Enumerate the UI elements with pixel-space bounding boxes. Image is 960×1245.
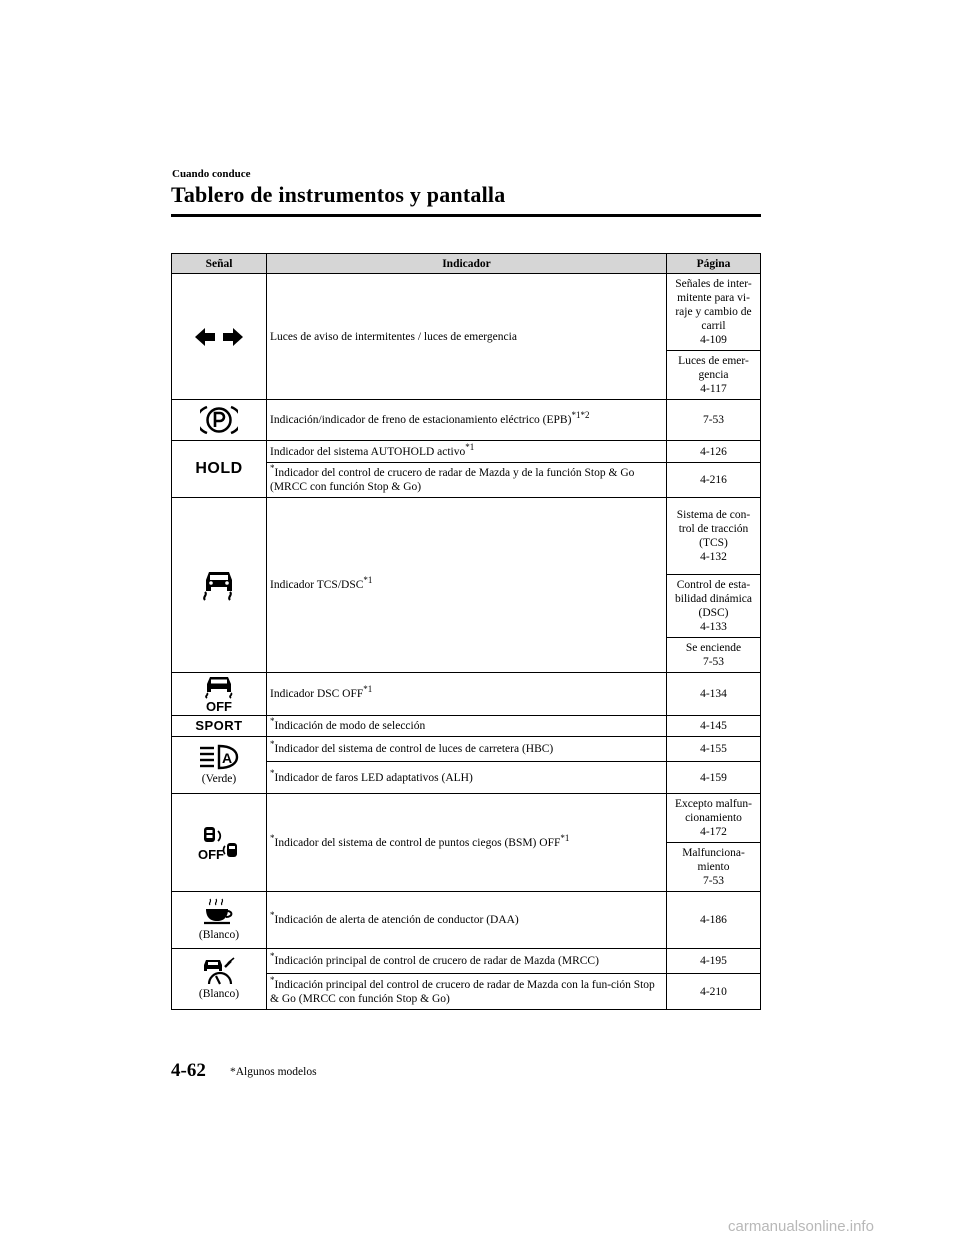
- indicator-cell: [267, 673, 667, 716]
- page-cell: 4-126: [667, 441, 761, 463]
- icon-color-caption: (Blanco): [198, 929, 240, 941]
- table-row: [172, 737, 761, 762]
- table-row: [172, 716, 761, 737]
- footnote-mark: *1: [560, 832, 570, 843]
- page-cell: [667, 351, 761, 400]
- optional-mark: *: [270, 974, 275, 985]
- table-row: [172, 274, 761, 351]
- page-cell: 4-210: [667, 974, 761, 1010]
- indicator-cell: [267, 716, 667, 737]
- hold-icon: HOLD: [195, 459, 243, 477]
- radar-cruise-icon: [200, 957, 238, 985]
- page-ref: 7-53: [702, 656, 725, 668]
- page-cell: [667, 575, 761, 638]
- table-row: [172, 498, 761, 575]
- high-beam-control-icon: [197, 744, 241, 770]
- signal-cell: [172, 716, 267, 737]
- indicator-cell: [267, 974, 667, 1010]
- tcs-dsc-car-icon: [201, 568, 237, 602]
- section-label: Cuando conduce: [172, 168, 251, 180]
- signal-cell: [172, 892, 267, 949]
- dsc-off-icon-text: OFF: [206, 699, 232, 712]
- signal-cell: [172, 441, 267, 498]
- indicator-text: Indicación de alerta de atención de conductor (DAA): [274, 914, 519, 926]
- sport-icon: SPORT: [195, 717, 243, 733]
- page-cell: [667, 498, 761, 575]
- table-row: [172, 949, 761, 974]
- indicator-text: Indicador del sistema de control de luces de carretera (HBC): [274, 743, 554, 755]
- footnote-mark: *1: [363, 575, 373, 586]
- header-signal: Señal: [172, 254, 267, 274]
- footnote-legend: *Algunos modelos: [230, 1066, 317, 1078]
- indicator-text: Indicación de modo de selección: [274, 720, 426, 732]
- indicator-text: Indicador del sistema AUTOHOLD activo: [270, 445, 466, 458]
- turn-signal-arrows-icon: [194, 326, 244, 348]
- table-row: [172, 794, 761, 843]
- page-ref: 4-132: [700, 551, 727, 563]
- page-cell: 4-145: [667, 716, 761, 737]
- footnote-mark: *1: [465, 441, 475, 452]
- indicator-text: Indicación principal del control de crucero de radar de Mazda con la fun-ción Stop & Go (MRCC con función Stop & Go): [270, 978, 655, 1005]
- indicator-cell: Luces de aviso de intermitentes / luces de emergencia: [267, 274, 667, 400]
- page-label: Malfunciona-miento: [682, 847, 745, 873]
- header-page: Página: [667, 254, 761, 274]
- page-label: Excepto malfun-cionamiento: [675, 798, 752, 824]
- signal-cell: [172, 274, 267, 400]
- indicator-cell: [267, 762, 667, 794]
- signal-cell: [172, 673, 267, 716]
- page-label: Sistema de con-trol de tracción (TCS): [676, 509, 751, 549]
- indicator-cell: [267, 737, 667, 762]
- coffee-cup-icon: [202, 898, 236, 926]
- indicator-text: Indicación/indicador de freno de estacionamiento eléctrico (EPB): [270, 414, 572, 426]
- indicator-cell: [267, 400, 667, 441]
- watermark: carmanualsonline.info: [728, 1218, 874, 1235]
- table-header-row: [172, 254, 761, 274]
- signal-cell: [172, 794, 267, 892]
- bsm-off-icon-text: OFF: [198, 846, 224, 861]
- signal-cell: [172, 400, 267, 441]
- page-cell: 4-216: [667, 463, 761, 498]
- page-ref: 4-172: [700, 826, 727, 838]
- svg-text:A: A: [221, 750, 233, 766]
- page-ref: 4-133: [700, 621, 727, 633]
- signal-cell: [172, 949, 267, 1010]
- page-number: 4-62: [171, 1060, 206, 1081]
- page-title: Tablero de instrumentos y pantalla: [171, 182, 506, 207]
- indicator-text: Indicador del control de crucero de radar de Mazda y de la función Stop & Go (MRCC con función Stop & Go): [270, 467, 635, 493]
- page-cell: 4-155: [667, 737, 761, 762]
- page-ref: 7-53: [702, 875, 725, 887]
- indicator-cell: [267, 498, 667, 673]
- signal-table: [171, 253, 761, 1010]
- indicator-cell: [267, 441, 667, 463]
- parking-brake-icon: [200, 403, 238, 437]
- indicator-cell: [267, 892, 667, 949]
- indicator-text: Indicador del sistema de control de puntos ciegos (BSM) OFF: [274, 836, 561, 849]
- page-cell: 4-195: [667, 949, 761, 974]
- page-ref: 4-117: [700, 383, 727, 395]
- indicator-cell: [267, 463, 667, 498]
- page-cell: 7-53: [667, 400, 761, 441]
- page-cell: 4-186: [667, 892, 761, 949]
- dsc-off-icon: [199, 676, 239, 712]
- page-cell: [667, 794, 761, 843]
- optional-mark: *: [270, 951, 275, 962]
- indicator-text: Indicador TCS/DSC: [270, 579, 364, 591]
- page-cell: 4-134: [667, 673, 761, 716]
- optional-mark: *: [270, 910, 275, 921]
- optional-mark: *: [270, 739, 275, 750]
- optional-mark: *: [270, 832, 275, 843]
- table-row: [172, 400, 761, 441]
- page-cell: [667, 274, 761, 351]
- indicator-text: Indicador de faros LED adaptativos (ALH): [274, 771, 473, 784]
- table-row: [172, 892, 761, 949]
- signal-cell: [172, 737, 267, 794]
- page-label: Se enciende: [685, 642, 742, 654]
- indicator-cell: [267, 794, 667, 892]
- table-row: [172, 673, 761, 716]
- page-label: Señales de inter-mitente para vi-raje y cambio de carril: [675, 278, 752, 332]
- optional-mark: *: [270, 463, 275, 474]
- page-cell: 4-159: [667, 762, 761, 794]
- title-rule: [171, 214, 761, 217]
- page-cell: [667, 638, 761, 673]
- header-indicator: Indicador: [267, 254, 667, 274]
- page-label: Control de esta-bilidad dinámica (DSC): [675, 579, 752, 619]
- bsm-off-icon: [198, 825, 240, 861]
- footnote-mark: *1*2: [571, 410, 590, 421]
- icon-color-caption: (Blanco): [198, 988, 240, 1000]
- icon-color-caption: (Verde): [201, 773, 237, 785]
- page-label: Luces de emer-gencia: [678, 355, 749, 381]
- page-cell: [667, 843, 761, 892]
- optional-mark: *: [270, 767, 275, 778]
- table-row: [172, 441, 761, 463]
- indicator-text: Indicador DSC OFF: [270, 688, 364, 700]
- indicator-text: Indicación principal de control de crucero de radar de Mazda (MRCC): [274, 955, 599, 967]
- indicator-cell: [267, 949, 667, 974]
- footnote-mark: *1: [363, 684, 373, 695]
- optional-mark: *: [270, 716, 275, 727]
- page-ref: 4-109: [700, 334, 727, 346]
- signal-cell: [172, 498, 267, 673]
